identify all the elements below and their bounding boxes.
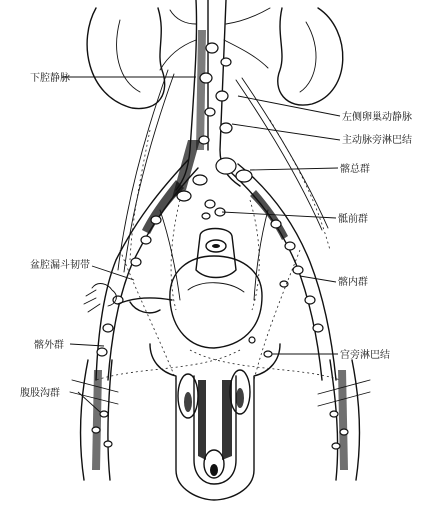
label-inguinal-group: [20, 386, 100, 412]
pelvic-floor-illustration: [150, 344, 280, 500]
label-sacral-group: [222, 212, 368, 225]
label-left-ovarian-vein: 左侧卵巢动静脉: [342, 112, 412, 123]
label-internal-iliac-nodes: 髂内群: [338, 277, 368, 288]
label-parametrial-group: [272, 348, 390, 361]
label-inguinal-nodes: 腹股沟群: [20, 388, 60, 399]
left-kidney-illustration: [87, 8, 165, 109]
label-ivc: 下腔静脉: [30, 73, 70, 84]
label-left-ovarian-vein-group: [238, 96, 412, 123]
sacral-lymph-nodes: [202, 200, 225, 219]
label-pelvic-ligament: 盆腔漏斗韧带: [30, 260, 90, 271]
label-parametrial-nodes: 宫旁淋巴结: [340, 350, 390, 361]
right-femoral-region: [318, 360, 370, 480]
uterus-illustration: [170, 229, 262, 349]
label-common-iliac-group: [250, 162, 370, 175]
label-para-aortic-group: [232, 124, 412, 146]
lymphatic-drainage-lines: [96, 200, 340, 380]
label-external-iliac-nodes: 髂外群: [34, 340, 64, 351]
label-para-aortic-nodes: 主动脉旁淋巴结: [342, 135, 412, 146]
parametrial-lymph-nodes: [249, 337, 272, 357]
label-external-iliac-group: [34, 338, 104, 351]
label-sacral-nodes: 骶前群: [338, 214, 368, 225]
right-kidney-illustration: [278, 8, 343, 105]
fallopian-tube-ovary-illustration: [84, 284, 172, 313]
left-femoral-region: [70, 360, 118, 480]
label-internal-iliac-group: [300, 275, 368, 288]
label-common-iliac-nodes: 髂总群: [340, 164, 370, 175]
